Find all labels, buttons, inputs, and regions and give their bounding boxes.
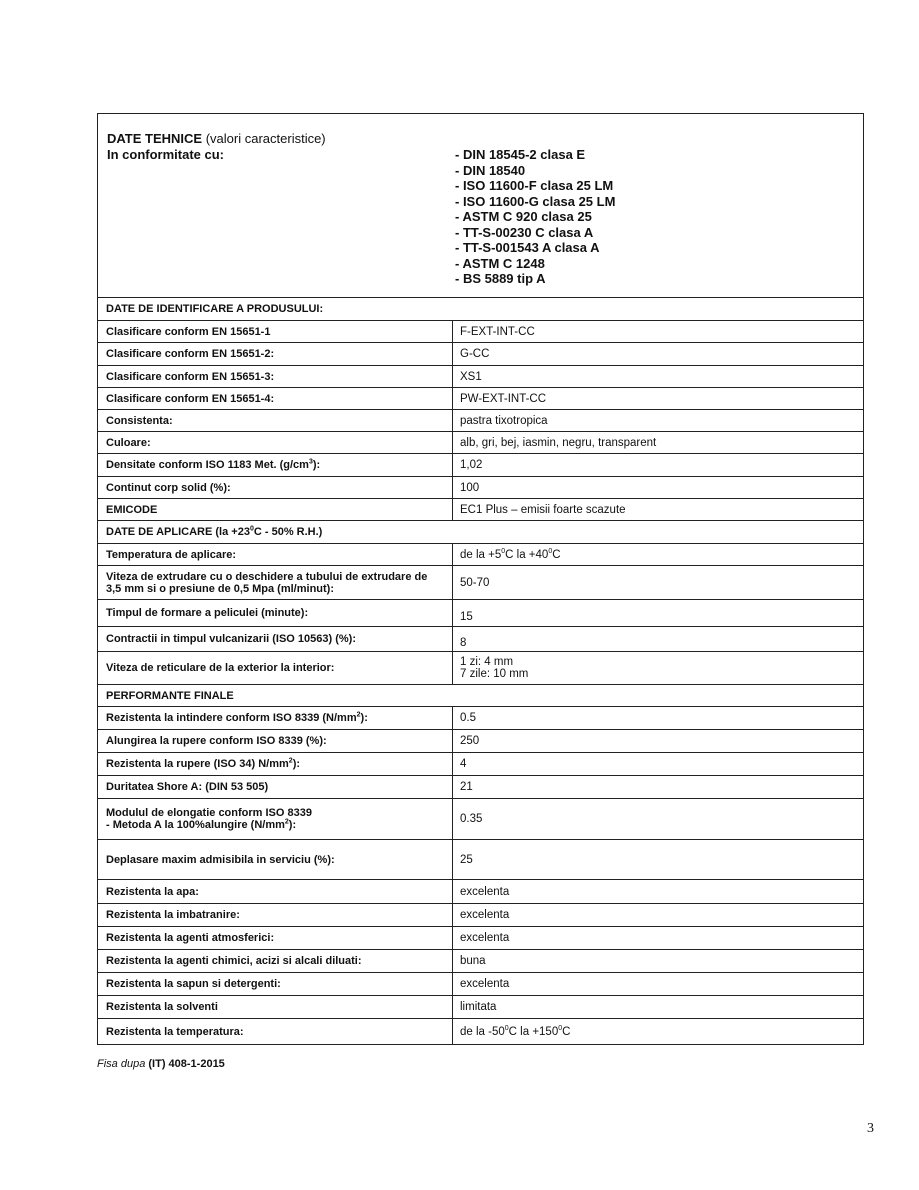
text-segment: 7 zile: 10 mm <box>460 668 529 680</box>
property-label <box>98 454 453 476</box>
property-label <box>98 343 453 365</box>
property-label <box>98 366 453 387</box>
text-segment: Temperatura de aplicare: <box>106 548 237 561</box>
title-bold: DATE TEHNICE <box>107 131 203 146</box>
table-row <box>98 652 863 685</box>
table-row <box>98 904 863 927</box>
text-segment: limitata <box>460 1001 497 1013</box>
property-value <box>453 343 863 365</box>
property-label <box>98 904 453 926</box>
table-row <box>98 996 863 1019</box>
text-segment: buna <box>460 955 486 967</box>
text-segment: 100 <box>460 481 480 494</box>
text-segment: DATE DE APLICARE (la +23 <box>106 526 250 538</box>
section-title <box>98 685 863 706</box>
table-row <box>98 600 863 627</box>
text-segment: Continut corp solid (%): <box>106 481 231 494</box>
table-row <box>98 776 863 799</box>
technical-data-table <box>97 113 864 1045</box>
text-segment: Clasificare conform EN 15651-3: <box>106 370 275 383</box>
text-segment: Viteza de extrudare cu o deschidere a tubului de extrudare de 3,5 mm si o presiune de 0,5 Mpa (ml/minut): <box>106 570 428 595</box>
text-segment: 15 <box>460 611 473 623</box>
text-segment: Alungirea la rupere conform ISO 8339 (%): <box>106 735 327 747</box>
technical-data-header <box>98 114 863 298</box>
standard-item: - BS 5889 tip A <box>455 271 546 286</box>
text-segment: Rezistenta la apa: <box>106 885 199 898</box>
property-value <box>453 366 863 387</box>
standard-item: - ISO 11600-F clasa 25 LM <box>455 178 614 193</box>
text-segment: Duritatea Shore A: (DIN 53 505) <box>106 781 269 793</box>
property-value <box>453 652 863 684</box>
property-value <box>453 566 863 599</box>
property-label <box>98 499 453 520</box>
text-segment: Rezistenta la imbatranire: <box>106 909 240 921</box>
property-value <box>453 753 863 775</box>
text-segment: EC1 Plus – emisii foarte scazute <box>460 503 626 516</box>
superscript: 0 <box>504 1024 509 1032</box>
table-row <box>98 927 863 950</box>
superscript: 0 <box>249 525 254 533</box>
property-label <box>98 600 453 626</box>
conformity-label: In conformitate cu: <box>107 147 225 162</box>
property-value <box>453 544 863 565</box>
text-segment: C - 50% R.H.) <box>253 526 323 538</box>
property-value <box>453 973 863 995</box>
table-row <box>98 730 863 753</box>
table-row <box>98 366 863 388</box>
text-segment: Culoare: <box>106 436 151 449</box>
property-value <box>453 799 863 839</box>
superscript: 3 <box>308 458 313 466</box>
section-header-row <box>98 685 863 707</box>
table-row <box>98 566 863 600</box>
property-value <box>453 627 863 651</box>
property-value <box>453 432 863 453</box>
text-segment: excelenta <box>460 978 510 990</box>
property-value <box>453 454 863 476</box>
standards-list <box>455 147 615 287</box>
text-segment: C <box>562 1025 571 1038</box>
section-header-row <box>98 298 863 321</box>
superscript: 0 <box>548 547 553 555</box>
table-row <box>98 321 863 343</box>
property-label <box>98 321 453 342</box>
text-segment: Rezistenta la temperatura: <box>106 1025 244 1038</box>
property-label <box>98 996 453 1018</box>
text-segment: 25 <box>460 853 473 866</box>
property-value <box>453 321 863 342</box>
text-segment: Rezistenta la agenti chimici, acizi si alcali diluati: <box>106 955 362 967</box>
table-row <box>98 973 863 996</box>
text-segment: 250 <box>460 735 480 747</box>
text-segment: pastra tixotropica <box>460 414 548 427</box>
property-label <box>98 627 453 651</box>
text-segment: Rezistenta la intindere conform ISO 8339 (N/mm <box>106 712 357 724</box>
table-row <box>98 840 863 880</box>
property-value <box>453 410 863 431</box>
text-segment: 0.35 <box>460 813 483 825</box>
text-segment: Rezistenta la solventi <box>106 1001 218 1013</box>
property-value <box>453 880 863 903</box>
section-header-row <box>98 521 863 544</box>
property-label <box>98 753 453 775</box>
text-segment: de la -50 <box>460 1025 505 1038</box>
standard-item: - ISO 11600-G clasa 25 LM <box>455 193 616 209</box>
table-row <box>98 799 863 840</box>
text-segment: ): <box>292 758 301 770</box>
table-row <box>98 950 863 973</box>
property-value <box>453 840 863 879</box>
table-row <box>98 1019 863 1044</box>
text-segment: DATE DE IDENTIFICARE A PRODUSULUI: <box>106 303 324 315</box>
property-label <box>98 973 453 995</box>
text-segment: PERFORMANTE FINALE <box>106 689 234 702</box>
property-value <box>453 388 863 409</box>
property-label <box>98 544 453 565</box>
text-segment: Consistenta: <box>106 414 173 427</box>
text-segment: ): <box>312 459 321 471</box>
property-value <box>453 996 863 1018</box>
header-title <box>107 131 326 146</box>
text-segment: EMICODE <box>106 503 158 516</box>
property-value <box>453 730 863 752</box>
property-label <box>98 477 453 498</box>
text-segment: de la +5 <box>460 548 502 561</box>
text-segment: Modulul de elongatie conform ISO 8339 <box>106 807 312 819</box>
text-segment: XS1 <box>460 370 482 383</box>
text-segment: 4 <box>460 758 467 770</box>
text-segment: G-CC <box>460 348 490 360</box>
property-value <box>453 600 863 626</box>
standard-item: - TT-S-001543 A clasa A <box>455 240 600 255</box>
table-row <box>98 410 863 432</box>
property-value <box>453 927 863 949</box>
standard-item: - ASTM C 1248 <box>455 255 545 271</box>
text-segment: ): <box>360 712 368 724</box>
text-segment: 0.5 <box>460 712 476 724</box>
table-row <box>98 454 863 477</box>
property-value <box>453 776 863 798</box>
table-row <box>98 432 863 454</box>
text-segment: Clasificare conform EN 15651-4: <box>106 392 275 405</box>
text-segment: C la +40 <box>505 548 549 561</box>
standard-item: - DIN 18540 <box>455 162 526 178</box>
property-label <box>98 388 453 409</box>
section-title <box>98 521 863 543</box>
text-segment: excelenta <box>460 909 510 921</box>
property-label <box>98 799 453 839</box>
property-value <box>453 1019 863 1044</box>
text-segment: excelenta <box>460 932 510 944</box>
superscript: 0 <box>501 547 506 555</box>
superscript: 2 <box>284 818 289 826</box>
property-value <box>453 950 863 972</box>
page-number: 3 <box>867 1121 874 1136</box>
table-row <box>98 880 863 904</box>
table-row <box>98 627 863 652</box>
table-row <box>98 753 863 776</box>
property-value <box>453 904 863 926</box>
property-label <box>98 730 453 752</box>
section-title <box>98 298 863 320</box>
text-segment: alb, gri, bej, iasmin, negru, transparent <box>460 436 657 449</box>
footer-italic: Fisa dupa <box>97 1058 149 1070</box>
text-segment: Viteza de reticulare de la exterior la interior: <box>106 662 335 674</box>
table-row <box>98 343 863 366</box>
text-segment: C <box>552 548 561 561</box>
text-segment: ): <box>288 819 297 831</box>
property-label <box>98 776 453 798</box>
text-segment: Clasificare conform EN 15651-2: <box>106 348 275 360</box>
table-row <box>98 388 863 410</box>
table-body <box>98 298 863 1044</box>
text-segment: F-EXT-INT-CC <box>460 325 535 338</box>
property-label <box>98 927 453 949</box>
table-row <box>98 499 863 521</box>
text-segment: Timpul de formare a peliculei (minute): <box>106 607 309 619</box>
table-row <box>98 544 863 566</box>
property-label <box>98 410 453 431</box>
table-row <box>98 477 863 499</box>
text-segment: 1 zi: 4 mm <box>460 656 514 668</box>
text-segment: 8 <box>460 637 467 649</box>
text-segment: Rezistenta la rupere (ISO 34) N/mm <box>106 758 289 770</box>
property-label <box>98 566 453 599</box>
footer-note <box>97 1058 225 1070</box>
standard-item: - TT-S-00230 C clasa A <box>455 224 594 240</box>
standard-item: - DIN 18545-2 clasa E <box>455 147 586 162</box>
text-segment: excelenta <box>460 885 510 898</box>
property-value <box>453 499 863 520</box>
text-segment: Rezistenta la agenti atmosferici: <box>106 932 275 944</box>
text-segment: PW-EXT-INT-CC <box>460 392 547 405</box>
property-value <box>453 707 863 729</box>
text-segment: Densitate conform ISO 1183 Met. (g/cm <box>106 459 309 471</box>
superscript: 0 <box>558 1024 563 1032</box>
text-segment: 21 <box>460 781 473 793</box>
text-segment: Clasificare conform EN 15651-1 <box>106 325 271 338</box>
property-label <box>98 950 453 972</box>
property-label <box>98 707 453 729</box>
superscript: 2 <box>288 757 293 765</box>
text-segment: Rezistenta la sapun si detergenti: <box>106 978 281 990</box>
footer-bold: (IT) 408-1-2015 <box>148 1058 225 1070</box>
text-segment: - Metoda A la 100%alungire (N/mm <box>106 819 285 831</box>
standard-item: - ASTM C 920 clasa 25 <box>455 209 592 224</box>
property-label <box>98 1019 453 1044</box>
property-value <box>453 477 863 498</box>
property-label <box>98 840 453 879</box>
superscript: 2 <box>356 711 361 719</box>
text-segment: 1,02 <box>460 459 483 471</box>
property-label <box>98 652 453 684</box>
title-rest: (valori caracteristice) <box>202 131 326 146</box>
text-segment: 50-70 <box>460 576 490 589</box>
property-label <box>98 432 453 453</box>
table-row <box>98 707 863 730</box>
property-label <box>98 880 453 903</box>
text-segment: C la +150 <box>508 1025 559 1038</box>
text-segment: Deplasare maxim admisibila in serviciu (%): <box>106 853 335 866</box>
text-segment: Contractii in timpul vulcanizarii (ISO 10563) (%): <box>106 633 356 645</box>
